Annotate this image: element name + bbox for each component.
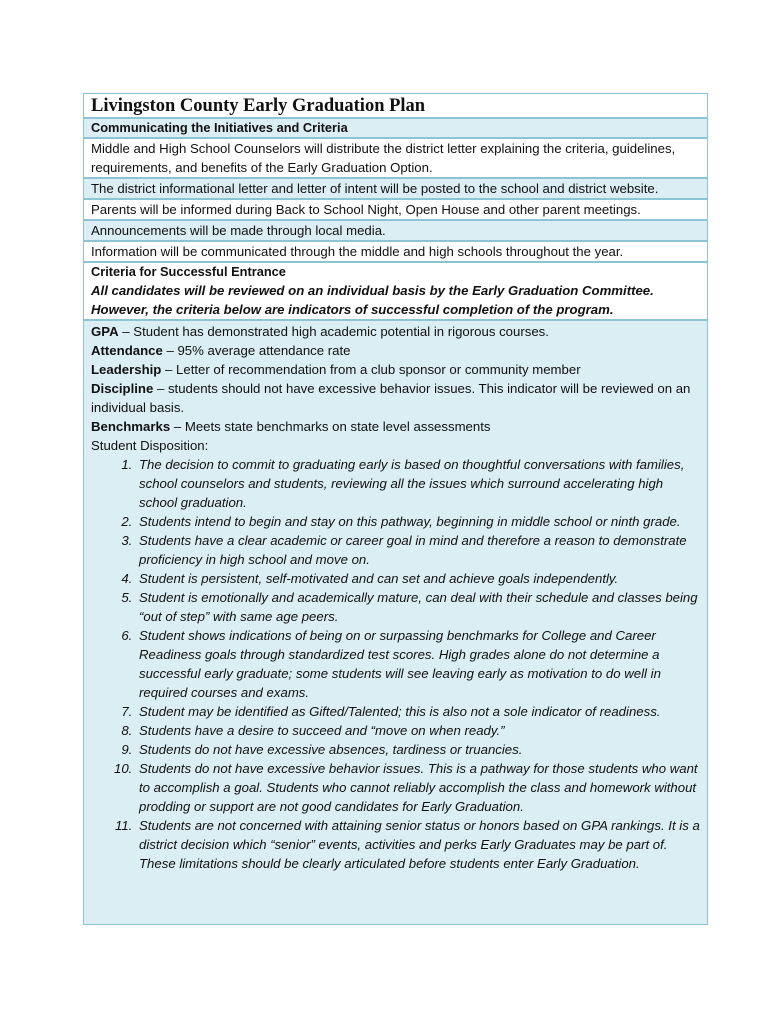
list-item: 4. Student is persistent, self-motivated and can set and achieve goals independently. bbox=[136, 569, 700, 588]
list-item: 3. Students have a clear academic or career goal in mind and therefore a reason to demonstrate proficiency in high school and move on. bbox=[136, 531, 700, 569]
criteria-heading-block bbox=[84, 263, 707, 321]
indicator-gpa bbox=[91, 322, 700, 341]
communicating-item: Information will be communicated through the middle and high schools throughout the year. bbox=[84, 242, 707, 263]
indicator-label: Discipline bbox=[91, 381, 154, 396]
indicator-text: – 95% average attendance rate bbox=[162, 343, 351, 358]
indicator-text: – Student has demonstrated high academic potential in rigorous courses. bbox=[118, 324, 549, 339]
indicator-text: – Meets state benchmarks on state level assessments bbox=[170, 419, 491, 434]
communicating-item: The district informational letter and letter of intent will be posted to the school and district website. bbox=[84, 179, 707, 200]
indicator-discipline bbox=[91, 379, 700, 417]
disposition-list bbox=[91, 455, 700, 873]
communicating-item: Parents will be informed during Back to School Night, Open House and other parent meetings. bbox=[84, 200, 707, 221]
list-item: 2. Students intend to begin and stay on this pathway, beginning in middle school or ninth grade. bbox=[136, 512, 700, 531]
document-title: Livingston County Early Graduation Plan bbox=[84, 94, 707, 119]
communicating-heading: Communicating the Initiatives and Criteria bbox=[84, 119, 707, 139]
list-item: 8. Students have a desire to succeed and “move on when ready.” bbox=[136, 721, 700, 740]
list-item: 9. Students do not have excessive absences, tardiness or truancies. bbox=[136, 740, 700, 759]
indicator-label: GPA bbox=[91, 324, 119, 339]
criteria-body bbox=[84, 321, 707, 924]
indicator-text: – students should not have excessive behavior issues. This indicator will be reviewed on an individual basis. bbox=[91, 381, 691, 415]
indicator-leadership bbox=[91, 360, 700, 379]
criteria-note: However, the criteria below are indicators of successful completion of the program. bbox=[91, 302, 614, 317]
list-item: 10. Students do not have excessive behavior issues. This is a pathway for those students who want to accomplish a goal. Students who cannot reliably accomplish the class and homework without prodding or support are not good candidates for Early Graduation. bbox=[136, 759, 700, 816]
indicator-attendance bbox=[91, 341, 700, 360]
list-item: 7. Student may be identified as Gifted/Talented; this is also not a sole indicator of readiness. bbox=[136, 702, 700, 721]
list-item: 11. Students are not concerned with attaining senior status or honors based on GPA rankings. It is a district decision which “senior” events, activities and perks Early Graduates may be part of. These limitations should be clearly articulated before students enter Early Graduation. bbox=[136, 816, 700, 873]
communicating-item: Announcements will be made through local media. bbox=[84, 221, 707, 242]
list-item: 5. Student is emotionally and academically mature, can deal with their schedule and classes being “out of step” with same age peers. bbox=[136, 588, 700, 626]
list-item: 1. The decision to commit to graduating early is based on thoughtful conversations with families, school counselors and students, reviewing all the issues which surround accelerating high school graduation. bbox=[136, 455, 700, 512]
indicator-label: Attendance bbox=[91, 343, 163, 358]
criteria-heading: Criteria for Successful Entrance bbox=[91, 264, 286, 279]
indicator-benchmarks bbox=[91, 417, 700, 436]
disposition-label: Student Disposition: bbox=[91, 438, 209, 453]
indicator-label: Benchmarks bbox=[91, 419, 171, 434]
criteria-note: All candidates will be reviewed on an individual basis by the Early Graduation Committee. bbox=[91, 283, 654, 298]
communicating-item: Middle and High School Counselors will distribute the district letter explaining the criteria, guidelines, requirements, and benefits of the Early Graduation Option. bbox=[84, 139, 707, 179]
indicator-text: – Letter of recommendation from a club sponsor or community member bbox=[161, 362, 581, 377]
plan-table bbox=[83, 93, 708, 925]
list-item: 6. Student shows indications of being on or surpassing benchmarks for College and Career Readiness goals through standardized test scores. High grades alone do not determine a successful early graduate; some students will see leaving early as motivation to do well in required courses and exams. bbox=[136, 626, 700, 702]
indicator-label: Leadership bbox=[91, 362, 162, 377]
